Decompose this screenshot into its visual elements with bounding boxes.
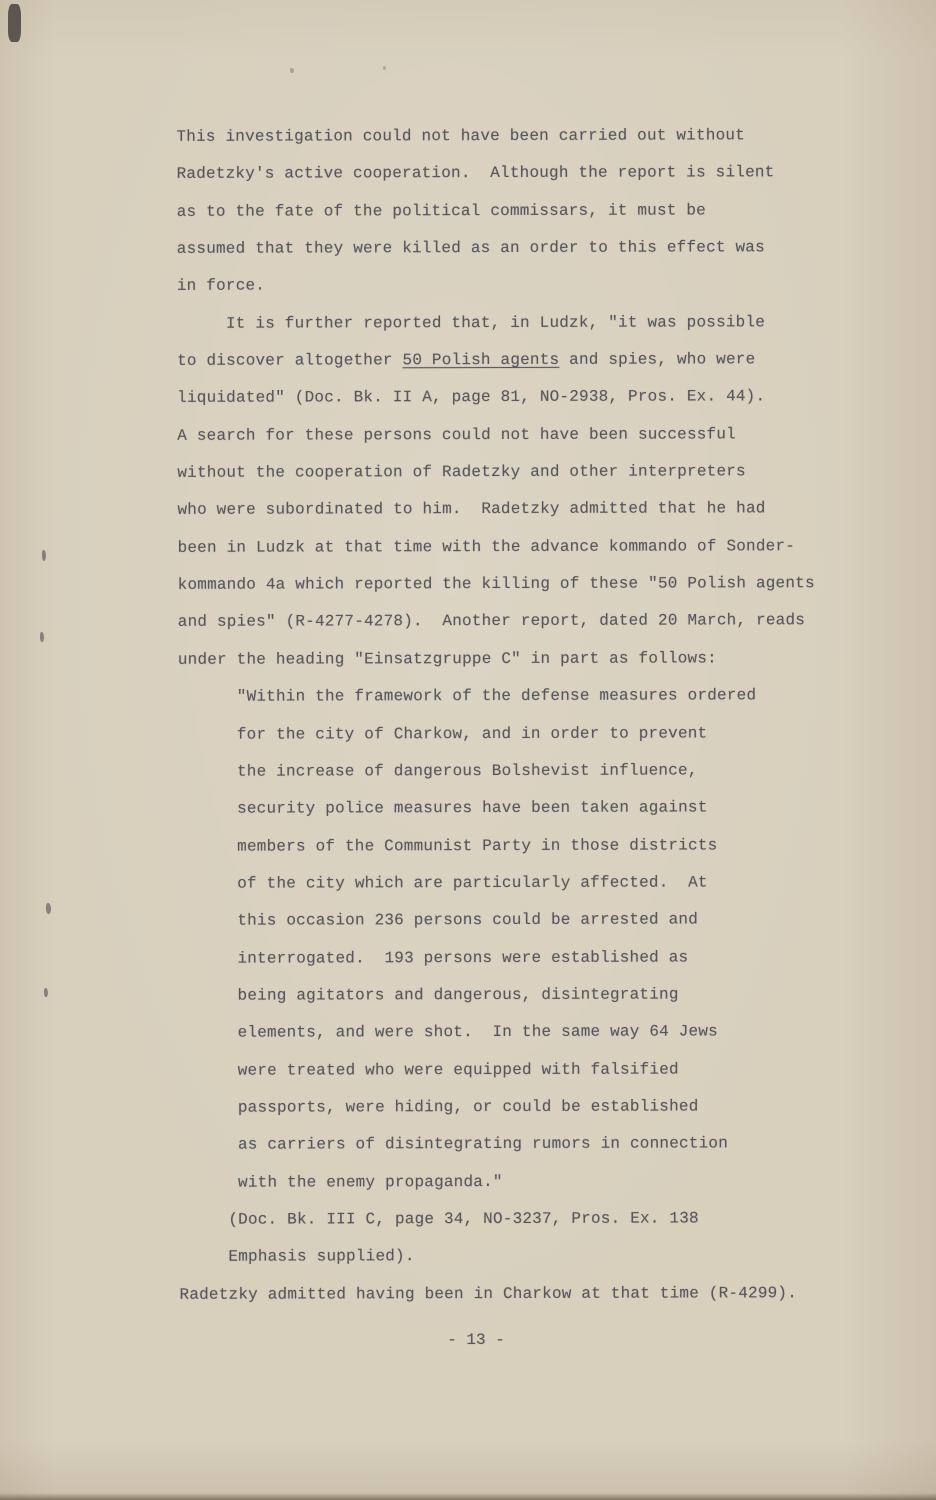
text-line bbox=[178, 864, 818, 903]
text-segment: in force. bbox=[176, 276, 266, 296]
text-segment: under the heading "Einsatzgruppe C" in part as follows: bbox=[177, 649, 717, 669]
paper-bottom-edge bbox=[0, 1493, 936, 1500]
text-segment: being agitators and dangerous, disintegrating bbox=[178, 985, 679, 1005]
text-segment: and spies" (R-4277-4278). Another report, dated 20 March, reads bbox=[177, 611, 806, 632]
text-line bbox=[177, 341, 817, 380]
text-line bbox=[179, 1200, 819, 1239]
text-segment: elements, and were shot. In the same way 64 Jews bbox=[178, 1022, 718, 1043]
ink-speck bbox=[46, 903, 51, 914]
text-line bbox=[179, 1275, 819, 1314]
ink-speck bbox=[383, 66, 386, 70]
text-segment: of the city which are particularly affected. At bbox=[178, 873, 708, 893]
text-line bbox=[179, 1237, 819, 1276]
text-line bbox=[178, 528, 818, 567]
text-line bbox=[177, 304, 817, 343]
text-line bbox=[178, 752, 818, 791]
text-segment: "Within the framework of the defense measures ordered bbox=[177, 686, 757, 706]
text-line bbox=[178, 677, 818, 716]
text-line bbox=[178, 715, 818, 754]
text-segment: to discover altogether bbox=[177, 351, 403, 370]
text-line bbox=[177, 491, 817, 530]
text-segment: Radetzky's active cooperation. Although the report is silent bbox=[176, 163, 775, 184]
text-segment: were treated who were equipped with falsified bbox=[178, 1060, 679, 1080]
text-segment: the increase of dangerous Bolshevist influence, bbox=[178, 761, 698, 781]
text-segment: Emphasis supplied). bbox=[179, 1247, 415, 1267]
text-segment: A search for these persons could not have been successful bbox=[177, 425, 736, 445]
text-line bbox=[177, 155, 817, 194]
text-segment: security police measures have been taken against bbox=[178, 798, 708, 819]
text-segment: interrogated. 193 persons were established as bbox=[178, 948, 689, 968]
text-segment: assumed that they were killed as an order to this effect was bbox=[176, 238, 765, 258]
text-segment: as to the fate of the political commissars, it must be bbox=[176, 201, 706, 221]
text-segment: (Doc. Bk. III C, page 34, NO-3237, Pros. Ex. 138 bbox=[179, 1209, 699, 1229]
text-segment: members of the Communist Party in those districts bbox=[178, 835, 718, 856]
ink-speck bbox=[290, 68, 294, 73]
text-segment: who were subordinated to him. Radetzky admitted that he had bbox=[177, 499, 766, 520]
text-line bbox=[177, 453, 817, 492]
text-line bbox=[177, 379, 817, 418]
text-segment: been in Ludzk at that time with the advance kommando of Sonder- bbox=[177, 537, 796, 557]
text-line bbox=[179, 1125, 819, 1164]
text-line bbox=[177, 229, 817, 268]
ink-speck bbox=[42, 550, 46, 561]
text-line bbox=[178, 640, 818, 679]
text-segment: passports, were hiding, or could be established bbox=[179, 1097, 699, 1117]
text-segment: without the cooperation of Radetzky and other interpreters bbox=[177, 462, 746, 482]
text-line bbox=[179, 1163, 819, 1202]
text-segment: with the enemy propaganda." bbox=[179, 1172, 503, 1192]
text-line bbox=[179, 1013, 819, 1052]
text-line bbox=[179, 976, 819, 1015]
text-line bbox=[179, 1088, 819, 1127]
scan-edge-artifact bbox=[8, 4, 21, 42]
text-segment: as carriers of disintegrating rumors in connection bbox=[179, 1134, 729, 1155]
text-line bbox=[178, 565, 818, 604]
page-number: - 13 - bbox=[447, 1331, 505, 1349]
text-segment: liquidated" (Doc. Bk. II A, page 81, NO-2938, Pros. Ex. 44). bbox=[177, 387, 766, 408]
text-line bbox=[177, 416, 817, 455]
text-segment: this occasion 236 persons could be arrested and bbox=[178, 910, 699, 931]
text-line bbox=[178, 827, 818, 866]
text-segment: It is further reported that, in Ludzk, "it was possible bbox=[176, 313, 766, 333]
underlined-text-segment: 50 Polish agents bbox=[402, 350, 560, 370]
document-lines bbox=[176, 117, 819, 1314]
text-segment: and spies, who were bbox=[559, 350, 756, 369]
text-line bbox=[178, 603, 818, 642]
text-line bbox=[177, 267, 817, 306]
text-line bbox=[179, 939, 819, 978]
text-line bbox=[179, 1051, 819, 1090]
text-line bbox=[177, 192, 817, 231]
text-line bbox=[178, 901, 818, 940]
ink-speck bbox=[44, 988, 48, 997]
text-line bbox=[176, 117, 816, 156]
text-segment: for the city of Charkow, and in order to prevent bbox=[178, 723, 708, 744]
text-segment: Radetzky admitted having been in Charkow at that time (R-4299). bbox=[179, 1283, 798, 1304]
text-line bbox=[178, 789, 818, 828]
text-segment: kommando 4a which reported the killing of these "50 Polish agents bbox=[177, 574, 815, 594]
ink-speck bbox=[40, 632, 44, 642]
text-segment: This investigation could not have been carried out without bbox=[176, 126, 746, 146]
